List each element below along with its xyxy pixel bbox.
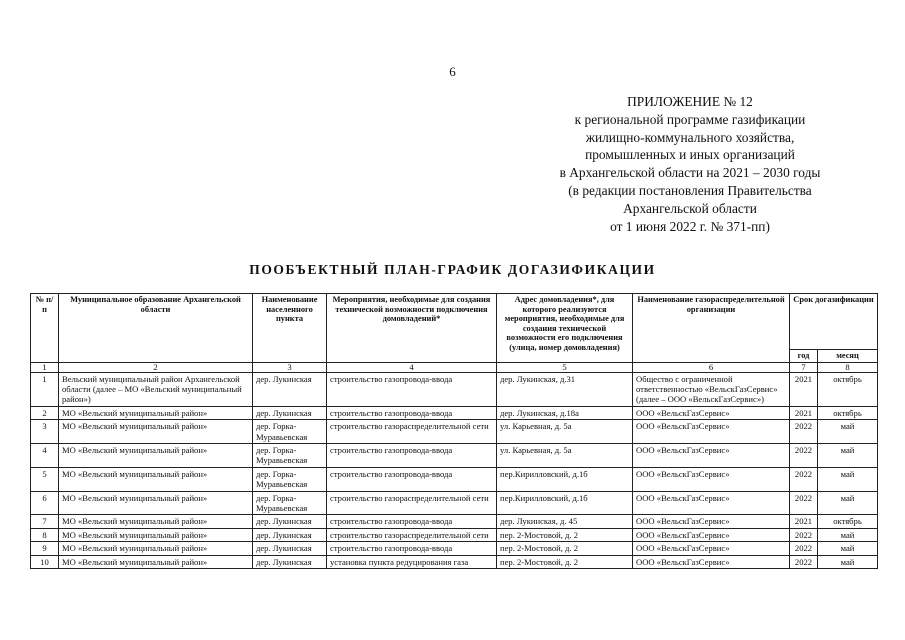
- row-measure: установка пункта редуцирования газа: [327, 555, 497, 568]
- row-address: пер.Кирилловский, д.1б: [497, 491, 633, 515]
- row-organization: ООО «ВельскГазСервис»: [633, 467, 790, 491]
- row-month: май: [818, 542, 878, 555]
- row-measure: строительство газораспределительной сети: [327, 528, 497, 541]
- row-month: октябрь: [818, 406, 878, 419]
- header-month: месяц: [818, 350, 878, 363]
- row-organization: Общество с ограниченной ответственностью «ВельскГазСервис» (далее – ООО «ВельскГазСервис»): [633, 372, 790, 406]
- header-settlement: Наименование населенного пункта: [253, 294, 327, 363]
- table-row: [31, 420, 878, 444]
- row-organization: ООО «ВельскГазСервис»: [633, 420, 790, 444]
- table-row: [31, 406, 878, 419]
- row-organization: ООО «ВельскГазСервис»: [633, 444, 790, 468]
- column-number: 6: [633, 362, 790, 372]
- table-row: [31, 555, 878, 568]
- table-row: [31, 542, 878, 555]
- row-year: 2021: [790, 406, 818, 419]
- header-address: Адрес домовладения*, для которого реализуются мероприятия, необходимые для создания технической возможности его подключения (улица, номер домовладения): [497, 294, 633, 363]
- row-municipality: МО «Вельский муниципальный район»: [59, 555, 253, 568]
- appendix-line: Архангельской области: [623, 200, 757, 216]
- row-municipality: МО «Вельский муниципальный район»: [59, 491, 253, 515]
- row-number: 1: [31, 372, 59, 406]
- table-row: [31, 491, 878, 515]
- row-address: дер. Лукинская, д. 45: [497, 515, 633, 528]
- appendix-line: к региональной программе газификации: [574, 111, 806, 127]
- row-settlement: дер. Горка-Муравьевская: [253, 467, 327, 491]
- row-year: 2021: [790, 515, 818, 528]
- row-measure: строительство газопровода-ввода: [327, 542, 497, 555]
- row-settlement: дер. Горка-Муравьевская: [253, 420, 327, 444]
- row-organization: ООО «ВельскГазСервис»: [633, 515, 790, 528]
- header-municipality: Муниципальное образование Архангельской области: [59, 294, 253, 363]
- row-organization: ООО «ВельскГазСервис»: [633, 555, 790, 568]
- header-organization: Наименование газораспределительной организации: [633, 294, 790, 363]
- row-organization: ООО «ВельскГазСервис»: [633, 491, 790, 515]
- column-number: 1: [31, 362, 59, 372]
- row-address: пер. 2-Мостовой, д. 2: [497, 542, 633, 555]
- row-month: октябрь: [818, 372, 878, 406]
- column-number: 2: [59, 362, 253, 372]
- appendix-line: промышленных и иных организаций: [585, 147, 795, 163]
- row-year: 2022: [790, 491, 818, 515]
- appendix-header: [500, 93, 880, 235]
- row-number: 4: [31, 444, 59, 468]
- table-row: [31, 467, 878, 491]
- row-measure: строительство газораспределительной сети: [327, 420, 497, 444]
- row-number: 6: [31, 491, 59, 515]
- row-month: октябрь: [818, 515, 878, 528]
- row-number: 10: [31, 555, 59, 568]
- row-settlement: дер. Лукинская: [253, 406, 327, 419]
- row-municipality: МО «Вельский муниципальный район»: [59, 467, 253, 491]
- row-settlement: дер. Лукинская: [253, 555, 327, 568]
- row-measure: строительство газопровода-ввода: [327, 467, 497, 491]
- appendix-line: в Архангельской области на 2021 – 2030 годы: [559, 165, 821, 181]
- row-address: дер. Лукинская, д.31: [497, 372, 633, 406]
- row-organization: ООО «ВельскГазСервис»: [633, 542, 790, 555]
- row-number: 7: [31, 515, 59, 528]
- row-address: ул. Карьевная, д. 5а: [497, 444, 633, 468]
- row-measure: строительство газопровода-ввода: [327, 515, 497, 528]
- header-year: год: [790, 350, 818, 363]
- row-address: дер. Лукинская, д.18а: [497, 406, 633, 419]
- row-address: пер.Кирилловский, д.1б: [497, 467, 633, 491]
- row-number: 3: [31, 420, 59, 444]
- table-row: [31, 528, 878, 541]
- row-settlement: дер. Лукинская: [253, 542, 327, 555]
- column-number: 4: [327, 362, 497, 372]
- row-settlement: дер. Лукинская: [253, 515, 327, 528]
- appendix-line: ПРИЛОЖЕНИЕ № 12: [627, 94, 753, 109]
- row-municipality: МО «Вельский муниципальный район»: [59, 515, 253, 528]
- row-settlement: дер. Горка-Муравьевская: [253, 444, 327, 468]
- row-measure: строительство газопровода-ввода: [327, 406, 497, 419]
- row-settlement: дер. Горка-Муравьевская: [253, 491, 327, 515]
- row-month: май: [818, 444, 878, 468]
- row-year: 2021: [790, 372, 818, 406]
- row-municipality: МО «Вельский муниципальный район»: [59, 406, 253, 419]
- gasification-plan-table: [30, 293, 878, 569]
- page-number: 6: [449, 64, 456, 79]
- appendix-line: жилищно-коммунального хозяйства,: [585, 129, 795, 145]
- column-number: 5: [497, 362, 633, 372]
- document-title: ПООБЪЕКТНЫЙ ПЛАН-ГРАФИК ДОГАЗИФИКАЦИИ: [249, 262, 656, 277]
- row-organization: ООО «ВельскГазСервис»: [633, 406, 790, 419]
- table-row: [31, 444, 878, 468]
- row-municipality: Вельский муниципальный район Архангельской области (далее – МО «Вельский муниципальный район»): [59, 372, 253, 406]
- row-number: 9: [31, 542, 59, 555]
- row-number: 5: [31, 467, 59, 491]
- row-address: пер. 2-Мостовой, д. 2: [497, 555, 633, 568]
- row-measure: строительство газораспределительной сети: [327, 491, 497, 515]
- table-row: [31, 372, 878, 406]
- header-measures: Мероприятия, необходимые для создания технической возможности подключения домовладений*: [327, 294, 497, 363]
- row-municipality: МО «Вельский муниципальный район»: [59, 444, 253, 468]
- row-settlement: дер. Лукинская: [253, 372, 327, 406]
- column-number: 7: [790, 362, 818, 372]
- row-year: 2022: [790, 467, 818, 491]
- row-year: 2022: [790, 420, 818, 444]
- row-month: май: [818, 467, 878, 491]
- header-deadline: Срок догазификации: [790, 294, 878, 350]
- column-number: 3: [253, 362, 327, 372]
- row-measure: строительство газопровода-ввода: [327, 372, 497, 406]
- table-row: [31, 515, 878, 528]
- row-measure: строительство газопровода-ввода: [327, 444, 497, 468]
- row-year: 2022: [790, 542, 818, 555]
- appendix-line: (в редакции постановления Правительства: [568, 182, 812, 198]
- row-month: май: [818, 420, 878, 444]
- row-address: ул. Карьевная, д. 5а: [497, 420, 633, 444]
- appendix-line: от 1 июня 2022 г. № 371-пп): [610, 218, 770, 234]
- row-organization: ООО «ВельскГазСервис»: [633, 528, 790, 541]
- row-year: 2022: [790, 528, 818, 541]
- header-num: № п/п: [31, 294, 59, 363]
- row-number: 8: [31, 528, 59, 541]
- row-month: май: [818, 528, 878, 541]
- row-settlement: дер. Лукинская: [253, 528, 327, 541]
- row-municipality: МО «Вельский муниципальный район»: [59, 420, 253, 444]
- column-number: 8: [818, 362, 878, 372]
- row-number: 2: [31, 406, 59, 419]
- row-municipality: МО «Вельский муниципальный район»: [59, 528, 253, 541]
- row-municipality: МО «Вельский муниципальный район»: [59, 542, 253, 555]
- row-month: май: [818, 491, 878, 515]
- row-month: май: [818, 555, 878, 568]
- row-address: пер. 2-Мостовой, д. 2: [497, 528, 633, 541]
- row-year: 2022: [790, 444, 818, 468]
- row-year: 2022: [790, 555, 818, 568]
